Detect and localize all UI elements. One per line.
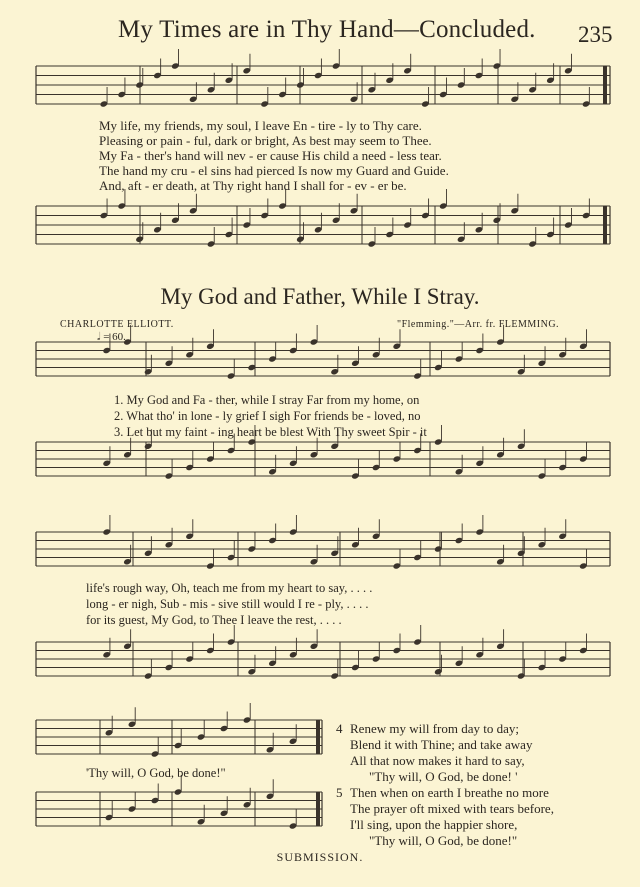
- hymn2-tempo: 𝅗𝅥 = 60.: [97, 331, 126, 343]
- hymn1-verse-line: Pleasing or pain - ful, dark or bright, As best may seem to Thee.: [99, 133, 432, 148]
- page-number: 235: [578, 22, 613, 47]
- hymn2-verse-line: long - er nigh, Sub - mis - sive still would I re - ply, . . . .: [86, 597, 369, 611]
- verse-4-line: Blend it with Thine; and take away: [350, 737, 533, 752]
- page-header-title: My Times are in Thy Hand—Concluded.: [118, 16, 536, 43]
- hymn2-final-line: 'Thy will, O God, be done!": [86, 766, 226, 780]
- hymn1-verse-line: And, aft - er death, at Thy right hand I shall for - ev - er be.: [99, 178, 407, 193]
- verse-number: 4: [336, 721, 343, 736]
- hymn1-verse-line: My life, my friends, my soul, I leave En - tire - ly to Thy care.: [99, 118, 422, 133]
- verse-number: 5: [336, 785, 343, 800]
- hymn2-tune: "Flemming."—Arr. fr. FLEMMING.: [397, 319, 560, 330]
- footer-label: SUBMISSION.: [276, 850, 364, 864]
- verse-4-line: All that now makes it hard to say,: [350, 753, 525, 768]
- hymn2-verse-line: life's rough way, Oh, teach me from my heart to say, . . . .: [86, 581, 373, 595]
- hymn1-verse-line: My Fa - ther's hand will nev - er cause His child a need - less tear.: [99, 148, 442, 163]
- end-bar: [603, 206, 607, 244]
- end-bar: [316, 792, 320, 826]
- verse-5-line: I'll sing, upon the happier shore,: [350, 817, 518, 832]
- hymn2-verse-line: 1. My God and Fa - ther, while I stray Far from my home, on: [114, 393, 420, 407]
- verse-4-line: "Thy will, O God, be done! ': [369, 769, 518, 784]
- verse-5-line: Then when on earth I breathe no more: [350, 785, 549, 800]
- verse-5-line: The prayer oft mixed with tears before,: [350, 801, 554, 816]
- end-bar: [603, 66, 607, 104]
- hymn2-verse-line: 2. What tho' in lone - ly grief I sigh For friends be - loved, no: [114, 409, 421, 423]
- verse-5-line: "Thy will, O God, be done!": [369, 833, 518, 848]
- hymn2-title: My God and Father, While I Stray.: [160, 284, 480, 309]
- verse-4-line: Renew my will from day to day;: [350, 721, 519, 736]
- end-bar: [316, 720, 320, 754]
- hymn1-verse-line: The hand my cru - el sins had pierced Is now my Guard and Guide.: [99, 163, 449, 178]
- hymn2-verse-line: 3. Let but my faint - ing heart be blest With Thy sweet Spir - it: [114, 425, 427, 439]
- hymn2-author: CHARLOTTE ELLIOTT.: [60, 319, 174, 330]
- hymn2-verse-line: for its guest, My God, to Thee I leave the rest, . . . .: [86, 613, 342, 627]
